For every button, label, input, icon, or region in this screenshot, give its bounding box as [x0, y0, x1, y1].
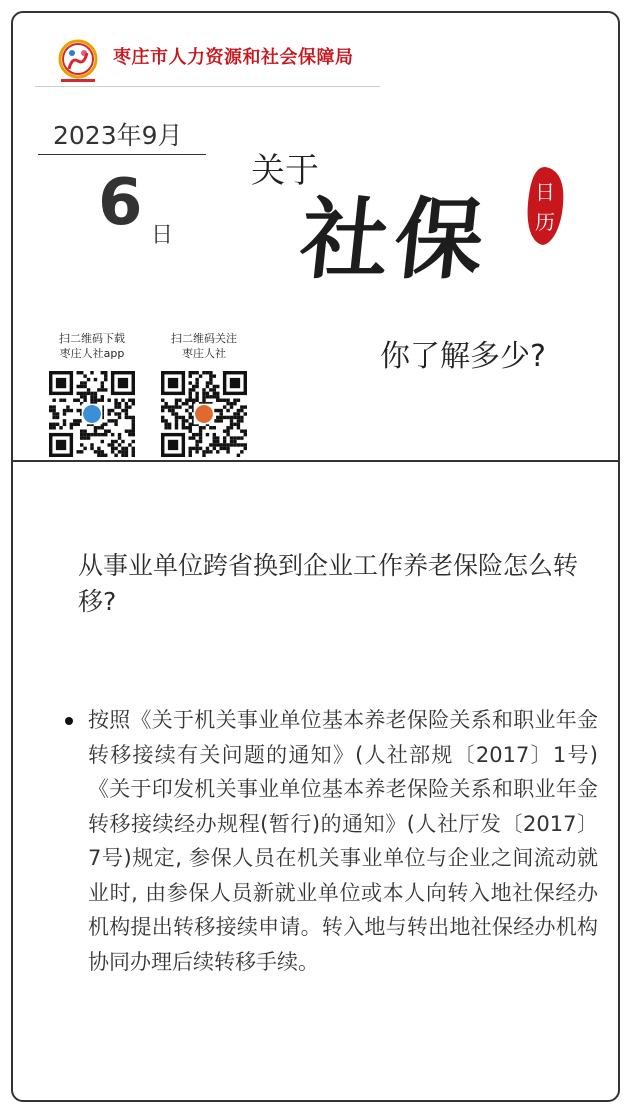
- title-main: 社保: [295, 187, 495, 291]
- header: [35, 31, 380, 87]
- organization-name: 枣庄市人力资源和社会保障局: [113, 47, 354, 68]
- qr-code-app-icon[interactable]: [49, 371, 135, 457]
- answer-paragraph: 按照《关于机关事业单位基本养老保险关系和职业年金转移接续有关问题的通知》(人社部规〔2017〕1号)《关于印发机关事业单位基本养老保险关系和职业年金转移接续经办规程(暂行)的通知》(人社厅发〔2017〕7号)规定, 参保人员在机关事业单位与企业之间流动就业时, 由参保人员新就业单位或本人向转入地社保经办机构提出转移接续申请。转入地与转出地社保经办机构协同办理后续转移手续。: [88, 708, 598, 974]
- calendar-badge-text-1: 日: [535, 180, 555, 204]
- question-heading: 从事业单位跨省换到企业工作养老保险怎么转移?: [78, 551, 579, 616]
- qr-wechat-caption-2: 枣庄人社: [182, 347, 226, 360]
- qr-wechat-block: [149, 331, 259, 461]
- zaozhuang-hrss-logo-icon: [55, 39, 101, 85]
- section-divider: [13, 460, 618, 462]
- date-day: 6: [98, 166, 143, 240]
- qr-code-wechat-icon[interactable]: [161, 371, 247, 457]
- title-subtitle: 你了解多少?: [380, 339, 546, 374]
- qr-app-caption-2: 枣庄人社app: [59, 347, 125, 360]
- bullet-dot-icon: [65, 717, 73, 725]
- date-underline: [38, 154, 206, 155]
- calendar-badge-icon: [523, 165, 567, 247]
- date-day-suffix: 日: [151, 223, 174, 248]
- qr-app-block: [37, 331, 147, 461]
- calendar-badge-text-2: 历: [535, 210, 555, 234]
- qr-wechat-caption-1: 扫二维码关注: [171, 332, 237, 345]
- date-year-month: 2023年9月: [53, 121, 183, 150]
- page-frame: [11, 11, 620, 1102]
- title-prefix: 关于: [251, 151, 319, 191]
- qr-app-caption-1: 扫二维码下载: [59, 332, 125, 345]
